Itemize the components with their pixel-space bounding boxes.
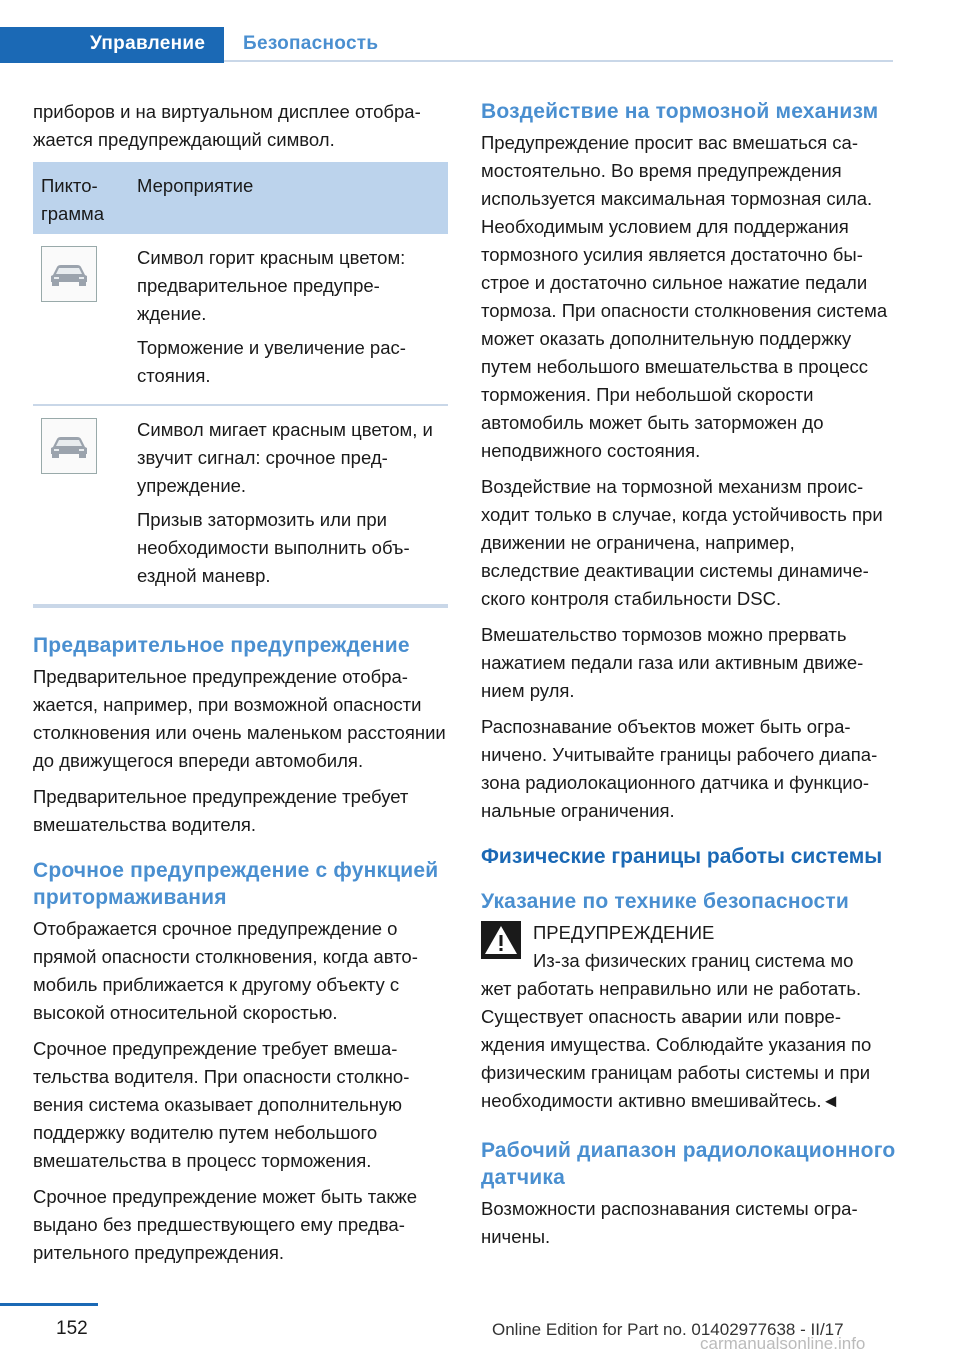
warning-title: ПРЕДУПРЕЖДЕНИЕ (533, 922, 715, 943)
brake-text2: Воздействие на тормозной механизм происходит только в случае, когда устойчивость при движении не ограничена, например, вследствие деактивации системы динамического контроля стабильности DSC. (481, 476, 883, 609)
brake-text4: Распознавание объектов может быть ограничено. Учитывайте границы рабочего диапазона радиолокационного датчика и функциональные ограничения. (481, 716, 878, 821)
table-header-pictogram: Пиктограмма (33, 162, 129, 234)
heading-radar-range: Рабочий диапазон радиолокационного датчика (481, 1139, 896, 1189)
warning-text-rest: жет работать неправильно или не работать. Существует опасность аварии или повреждения имущества. Соблюдайте указания по физическим границам работы системы и при необходимости активно вмешивайтесь.◄ (481, 978, 872, 1111)
symbol-table (33, 162, 448, 608)
row1-text1: Символ горит красным цветом: предварительное предупреждение. (137, 247, 406, 324)
radar-text1: Возможности распознавания системы ограничены. (481, 1198, 858, 1247)
tab-control-label: Управление (90, 33, 206, 54)
urgent-warning-text1: Отображается срочное предупреждение о прямой опасности столкновения, когда автомобиль приближается к другому объекту с высокой относительной скоростью. (33, 918, 418, 1023)
car-icon (41, 246, 97, 302)
car-icon (41, 418, 97, 474)
table-header-row (33, 162, 448, 234)
brake-text3: Вмешательство тормозов можно прервать нажатием педали газа или активным движением руля. (481, 624, 864, 701)
warning-block (481, 919, 896, 975)
edition-text: Online Edition for Part no. 01402977638 - II/17 (492, 1320, 844, 1339)
watermark: carmanualsonline.info (700, 1334, 866, 1353)
heading-brake-intervention: Воздействие на тормозной механизм (481, 100, 879, 123)
warning-triangle-icon (481, 919, 527, 975)
section-tabs (0, 27, 893, 63)
heading-safety-note: Указание по технике безопасности (481, 890, 849, 913)
pre-warning-text2: Предварительное предупреждение требует вмешательства водителя. (33, 786, 409, 835)
tab-control[interactable] (0, 27, 224, 63)
right-column (481, 98, 896, 1259)
table-row (33, 405, 448, 606)
tab-divider (224, 60, 893, 62)
row2-text1: Символ мигает красным цветом, и звучит сигнал: срочное предупреждение. (137, 419, 433, 496)
brake-text1: Предупреждение просит вас вмешаться самостоятельно. Во время предупреждения используется максимальная тормозная сила. Необходимым условием для поддержания тормозного усилия является достаточно быстрое и достаточно сильное нажатие педали тормоза. При опасности столкновения система может оказать дополнительную поддержку путем небольшого вмешательства в процесс торможения. При небольшой скорости автомобиль может быть заторможен до неподвижного состояния. (481, 132, 888, 461)
urgent-warning-text3: Срочное предупреждение может быть также выдано без предшествующего ему предварительного предупреждения. (33, 1186, 418, 1263)
heading-pre-warning: Предварительное предупреждение (33, 634, 410, 657)
heading-physical-limits: Физические границы работы системы (481, 845, 883, 868)
heading-urgent-warning: Срочное предупреждение с функцией притормаживания (33, 859, 439, 909)
page-number: 152 (56, 1318, 88, 1339)
left-column (33, 98, 448, 1275)
warning-text-line1: Из-за физических границ система мо (533, 950, 854, 971)
urgent-warning-text2: Срочное предупреждение требует вмешательства водителя. При опасности столкновения система оказывает дополнительную поддержку водителю путем небольшого вмешательства в процесс торможения. (33, 1038, 410, 1171)
row2-text2: Призыв затормозить или при необходимости выполнить объездной маневр. (137, 509, 410, 586)
table-header-action: Мероприятие (129, 162, 448, 234)
pre-warning-text1: Предварительное предупреждение отображается, например, при возможной опасности столкновения или очень маленьком расстоянии до движущегося впереди автомобиля. (33, 666, 446, 771)
table-row (33, 234, 448, 405)
tab-safety[interactable]: Безопасность (243, 33, 379, 54)
row1-text2: Торможение и увеличение расстояния. (137, 337, 406, 386)
intro-text: приборов и на виртуальном дисплее отображается предупреждающий символ. (33, 101, 421, 150)
footer-accent-line (0, 1303, 98, 1306)
